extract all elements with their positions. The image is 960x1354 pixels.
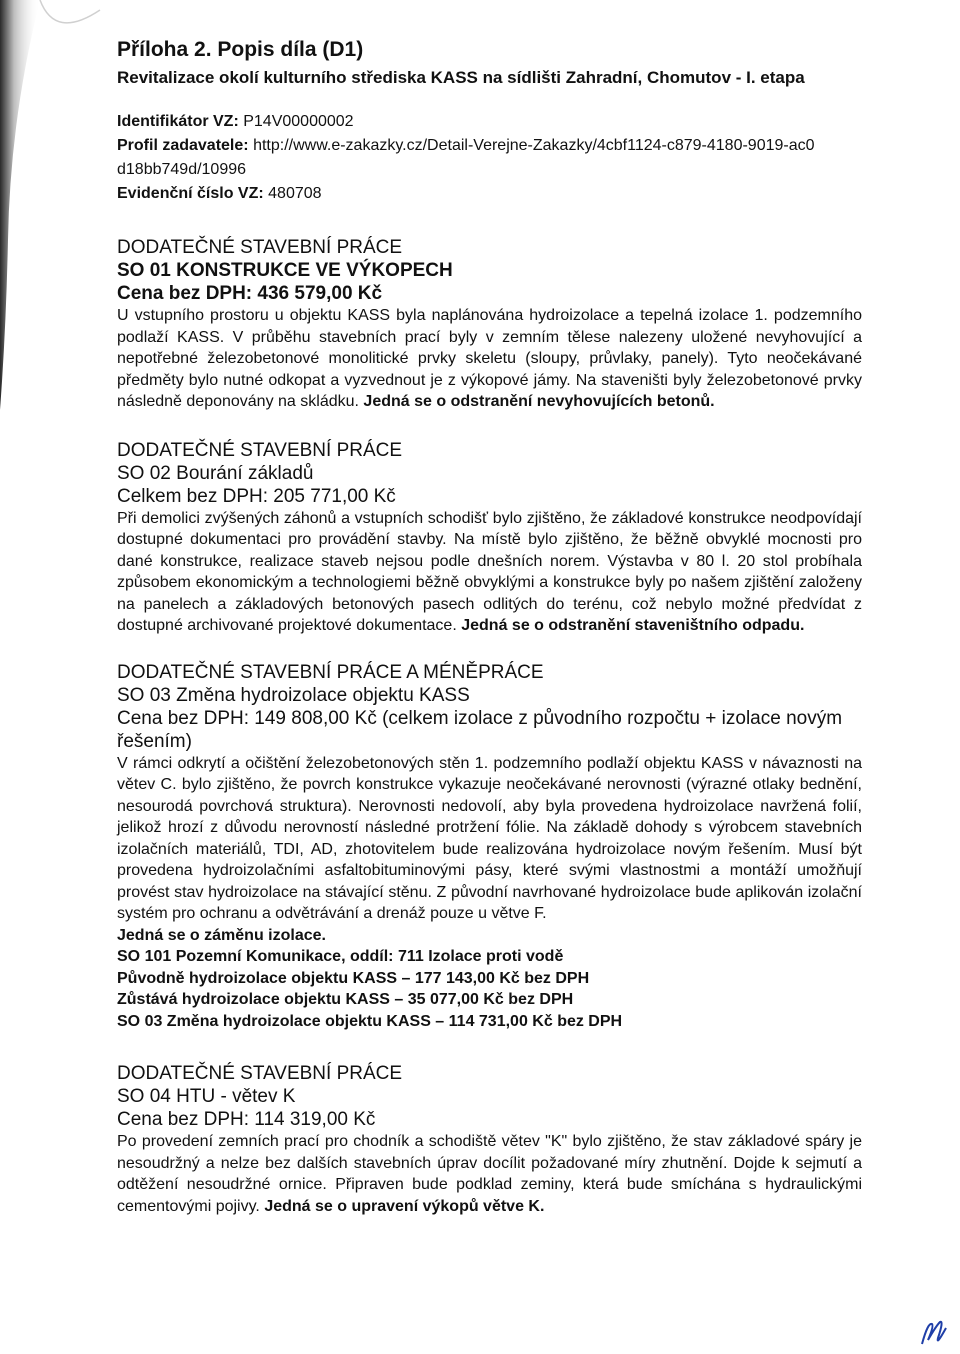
evidence-label: Evidenční číslo VZ: [117,185,264,202]
section-conclusion: Jedná se o upravení výkopů větve K. [264,1197,545,1215]
section-heading: DODATEČNÉ STAVEBNÍ PRÁCE [117,237,403,258]
section-text-body: V rámci odkrytí a očištění železobetonových stěn 1. podzemního podlaží objektu KASS v návaznosti na větev C. bylo zjištěno, že povrch konstrukce vykazuje neočekávané nerovnosti (výrazné otlaky bednění, nesourodá povrchová struktura). Nerovnosti nedovolí, aby byla provedena hydroizolace navržená folií, jelikož hrozí z důvodu nerovností následné protržení fólie. Na základě dohody s výrobcem stavebních izolačních materiálů, TDI, AD, zhotovitelem bude realizována hydroizolace novým řešením. Musí být provedena hydroizolačními asfaltobituminovými pásy, které svými vlastnostmi a montáží umožňují provést stav hydroizolace na stávající stěnu. Z původní navrhované hydroizolace bude aplikován izolační systém pro ochranu a odvětrávání a drenáž pouze u větve F. [117,754,862,922]
section-heading: DODATEČNÉ STAVEBNÍ PRÁCE [117,1063,403,1084]
section-conclusion: Jedná se o odstranění staveništního odpadu. [461,617,805,634]
identifier-value: P14V00000002 [243,113,354,130]
section-so02 [117,439,862,637]
section-price: Cena bez DPH: 436 579,00 Kč [117,283,383,304]
identifier-line [117,110,862,134]
summary-line: Zůstává hydroizolace objektu KASS – 35 077,00 Kč bez DPH [117,991,574,1008]
profile-line [117,134,817,182]
document-page [117,38,862,1217]
section-summary-lines [117,925,862,1033]
section-price: Celkem bez DPH: 205 771,00 Kč [117,485,396,507]
identifier-label: Identifikátor VZ: [117,113,239,130]
summary-line: SO 101 Pozemní Komunikace, oddíl: 711 Izolace proti vodě [117,948,564,965]
section-text-body: Při demolici zvýšených záhonů a vstupních schodišť bylo zjištěno, že základové konstrukce neodpovídají dostupné dokumentaci pro provádění stavby. Na místě bylo zjištěno, že běžně obvyklé mocnosti pro dané konstrukce, realizace staveb nejsou podle dnešních norem. Výstavba v 80 l. 20 stol probíhala způsobem ekonomickým a technologiemi běžně obvyklými a konstrukce byly po našem zjištění založeny na panelech a základových betonových pasech odlitých do terénu, což nebylo možné předvídat z dostupné archivované projektové dokumentace. [117,509,862,634]
section-text [117,753,862,925]
section-text [117,508,862,637]
section-so01 [117,236,862,413]
section-text [117,1131,862,1217]
section-so04 [117,1062,862,1217]
section-so03 [117,661,862,1033]
section-price: Cena bez DPH: 114 319,00 Kč [117,1109,376,1130]
section-text-body: U vstupního prostoru u objektu KASS byla naplánována hydroizolace a tepelná izolace 1. podzemního podlaží KASS. V průběhu stavebních prací byly v zemním tělese nalezeny uložené nevyhovující a nepotřebné železobetonové monolitické prvky skeletu (sloupy, průvlaky, panely). Tyto neočekávané předměty bylo nutné odkopat a vyzvednout je z výkopové jámy. Na staveništi byly železobetonové prvky následně deponovány na skládku. [117,307,862,410]
evidence-line [117,182,862,206]
section-heading: DODATEČNÉ STAVEBNÍ PRÁCE [117,439,403,461]
profile-label: Profil zadavatele: [117,137,249,154]
section-price: Cena bez DPH: 149 808,00 Kč (celkem izolace z původního rozpočtu + izolace novým řešením) [117,707,843,752]
section-so-title: SO 01 KONSTRUKCE VE VÝKOPECH [117,260,453,281]
summary-line: Původně hydroizolace objektu KASS – 177 143,00 Kč bez DPH [117,969,590,987]
page-fold-shadow [0,0,110,420]
section-conclusion: Jedná se o záměnu izolace. [117,926,326,944]
section-so-title: SO 02 Bourání základů [117,462,314,484]
section-text [117,305,862,413]
document-title: Příloha 2. Popis díla (D1) [117,38,364,61]
signature-initials [918,1318,950,1348]
section-text-body: Po provedení zemních prací pro chodník a schodiště větev "K" bylo zjištěno, že stav základové spáry je nesoudržný a nelze bez dalších stavebních úprav docílit požadované míry zhutnění. Dojde k sejmutí a odtěžení nesoudržné ornice. Připraven bude podklad zeminy, která bude smíchána s hydraulickými cementovými pojivy. [117,1133,862,1215]
document-subtitle: Revitalizace okolí kulturního střediska KASS na sídlišti Zahradní, Chomutov - I. etapa [117,68,805,87]
profile-link[interactable]: http://www.e-zakazky.cz/Detail-Verejne-Zakazky/4cbf1124-c879-4180-9019-ac0d18bb749d/10996 [117,137,815,178]
evidence-value: 480708 [268,185,322,202]
section-heading: DODATEČNÉ STAVEBNÍ PRÁCE A MÉNĚPRÁCE [117,661,544,683]
summary-line: SO 03 Změna hydroizolace objektu KASS – 114 731,00 Kč bez DPH [117,1012,623,1030]
section-conclusion: Jedná se o odstranění nevyhovujících betonů. [363,393,715,410]
section-so-title: SO 04 HTU - větev K [117,1086,296,1107]
section-so-title: SO 03 Změna hydroizolace objektu KASS [117,684,470,706]
